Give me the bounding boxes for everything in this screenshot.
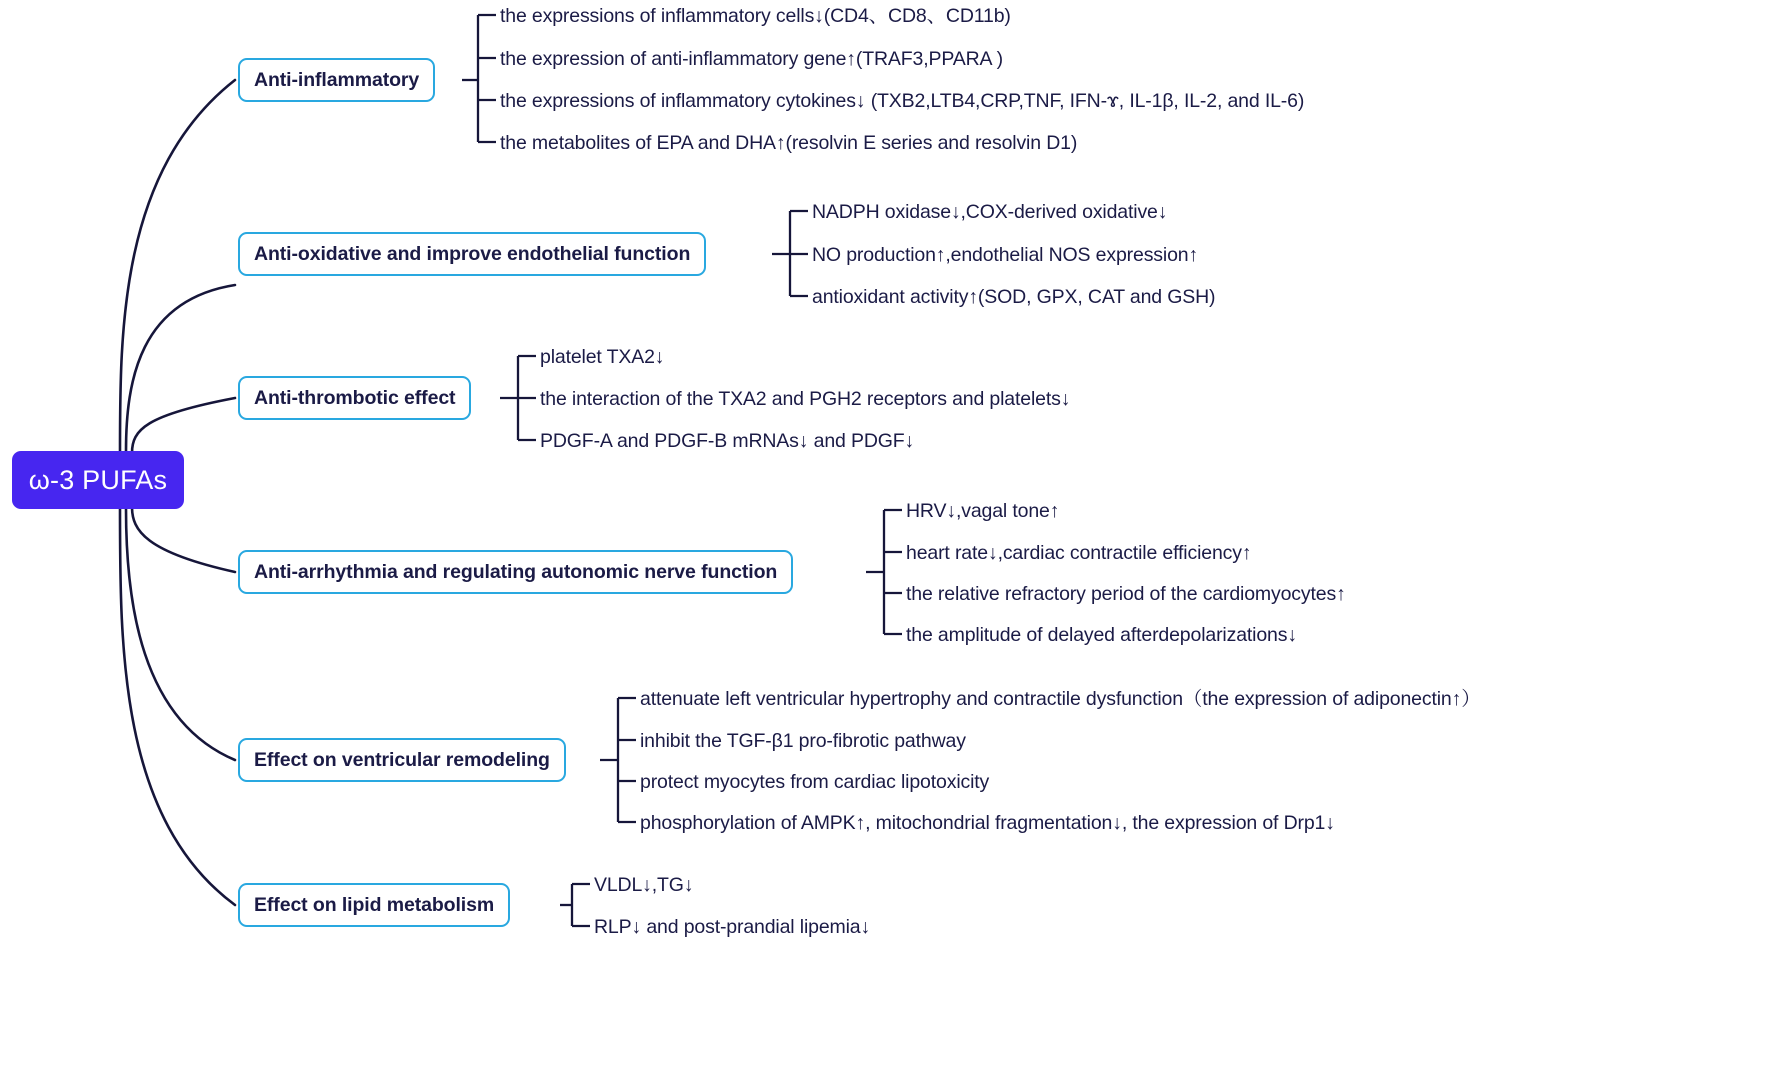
leaf-item: the relative refractory period of the cardiomyocytes↑ — [906, 583, 1346, 605]
leaf-item: antioxidant activity↑(SOD, GPX, CAT and GSH) — [812, 286, 1216, 308]
leaf-item: VLDL↓,TG↓ — [594, 874, 694, 896]
branch-label: Anti-thrombotic effect — [254, 386, 456, 409]
leaf-item: the expression of anti-inflammatory gene↑(TRAF3,PPARA ) — [500, 48, 1003, 70]
branch-node-ventricular-remodeling[interactable] — [238, 738, 566, 782]
branch-node-anti-thrombotic[interactable] — [238, 376, 471, 420]
branch-label: Anti-oxidative and improve endothelial function — [254, 242, 691, 265]
branch-label: Anti-arrhythmia and regulating autonomic nerve function — [254, 560, 778, 583]
branch-node-anti-arrhythmia[interactable] — [238, 550, 793, 594]
leaf-item: attenuate left ventricular hypertrophy and contractile dysfunction（the expression of adiponectin↑） — [640, 688, 1481, 710]
root-node[interactable] — [12, 451, 184, 509]
leaf-item: the expressions of inflammatory cytokines↓ (TXB2,LTB4,CRP,TNF, IFN-ɤ, IL-1β, IL-2, and IL-6) — [500, 90, 1305, 112]
leaf-item: RLP↓ and post-prandial lipemia↓ — [594, 916, 871, 938]
leaf-item: platelet TXA2↓ — [540, 346, 665, 368]
leaf-item: protect myocytes from cardiac lipotoxicity — [640, 771, 990, 793]
leaf-item: phosphorylation of AMPK↑, mitochondrial fragmentation↓, the expression of Drp1↓ — [640, 812, 1335, 834]
leaf-item: NO production↑,endothelial NOS expression↑ — [812, 244, 1199, 266]
leaf-item: the expressions of inflammatory cells↓(CD4、CD8、CD11b) — [500, 5, 1011, 27]
leaf-item: HRV↓,vagal tone↑ — [906, 500, 1060, 522]
branch-node-lipid-metabolism[interactable] — [238, 883, 510, 927]
leaf-item: NADPH oxidase↓,COX-derived oxidative↓ — [812, 201, 1168, 223]
branch-node-anti-oxidative[interactable] — [238, 232, 706, 276]
branch-label: Anti-inflammatory — [254, 68, 420, 91]
leaf-item: the amplitude of delayed afterdepolarizations↓ — [906, 624, 1297, 646]
leaf-item: PDGF-A and PDGF-B mRNAs↓ and PDGF↓ — [540, 430, 915, 452]
branch-node-anti-inflammatory[interactable] — [238, 58, 435, 102]
leaf-item: the interaction of the TXA2 and PGH2 receptors and platelets↓ — [540, 388, 1071, 410]
branch-label: Effect on lipid metabolism — [254, 893, 495, 916]
leaf-item: the metabolites of EPA and DHA↑(resolvin E series and resolvin D1) — [500, 132, 1078, 154]
root-node-label: ω-3 PUFAs — [28, 464, 168, 495]
leaf-item: heart rate↓,cardiac contractile efficiency↑ — [906, 542, 1252, 564]
leaf-item: inhibit the TGF-β1 pro-fibrotic pathway — [640, 730, 966, 752]
branch-label: Effect on ventricular remodeling — [254, 748, 550, 771]
